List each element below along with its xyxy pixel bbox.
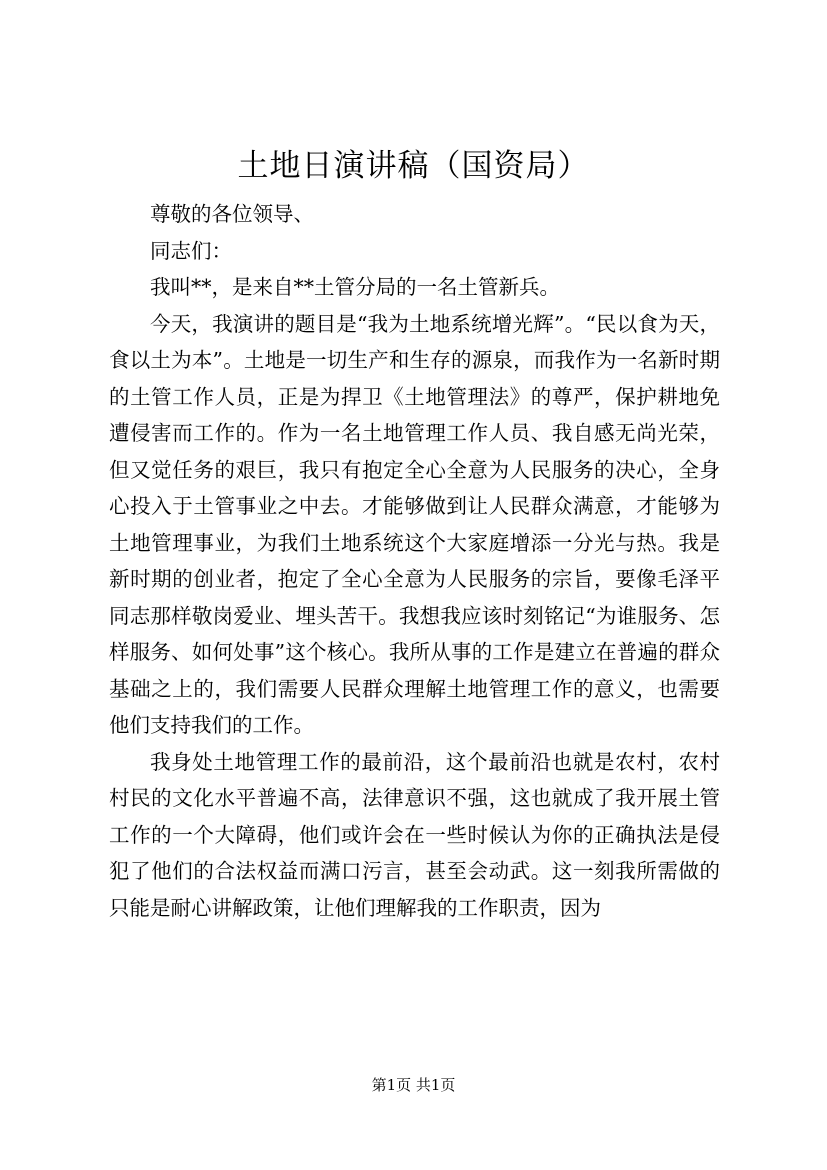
paragraph-body-2: 我身处土地管理工作的最前沿，这个最前沿也就是农村，农村村民的文化水平普遍不高，法律意识不强，这也就成了我开展土管工作的一个大障碍，他们或许会在一些时候认为你的正确执法是侵犯了他们的合法权益而满口污言，甚至会动武。这一刻我所需做的只能是耐心讲解政策，让他们理解我的工作职责，因为 [109,749,720,920]
paragraph-introduction: 我叫**，是来自**土管分局的一名土管新兵。 [150,275,560,299]
paragraph-salutation-1: 尊敬的各位领导、 [150,202,314,226]
page-number-footer: 第1页 共1页 [371,1076,456,1094]
document-body [109,196,720,926]
document-title: 土地日演讲稿（国资局） [237,148,590,184]
paragraph-body-1: 今天，我演讲的题目是“我为土地系统增光辉”。“民以食为天，食以土为本”。土地是一切生产和生存的源泉，而我作为一名新时期的土管工作人员，正是为捍卫《土地管理法》的尊严，保护耕地免遭侵害而工作的。作为一名土地管理工作人员、我自感无尚光荣，但又觉任务的艰巨，我只有抱定全心全意为人民服务的决心，全身心投入于土管事业之中去。才能够做到让人民群众满意，才能够为土地管理事业，为我们土地系统这个大家庭增添一分光与热。我是新时期的创业者，抱定了全心全意为人民服务的宗旨，要像毛泽平同志那样敬岗爱业、埋头苦干。我想我应该时刻铭记“为谁服务、怎样服务、如何处事”这个核心。我所从事的工作是建立在普遍的群众基础之上的，我们需要人民群众理解土地管理工作的意义，也需要他们支持我们的工作。 [109,311,720,737]
paragraph-salutation-2: 同志们： [150,238,232,263]
